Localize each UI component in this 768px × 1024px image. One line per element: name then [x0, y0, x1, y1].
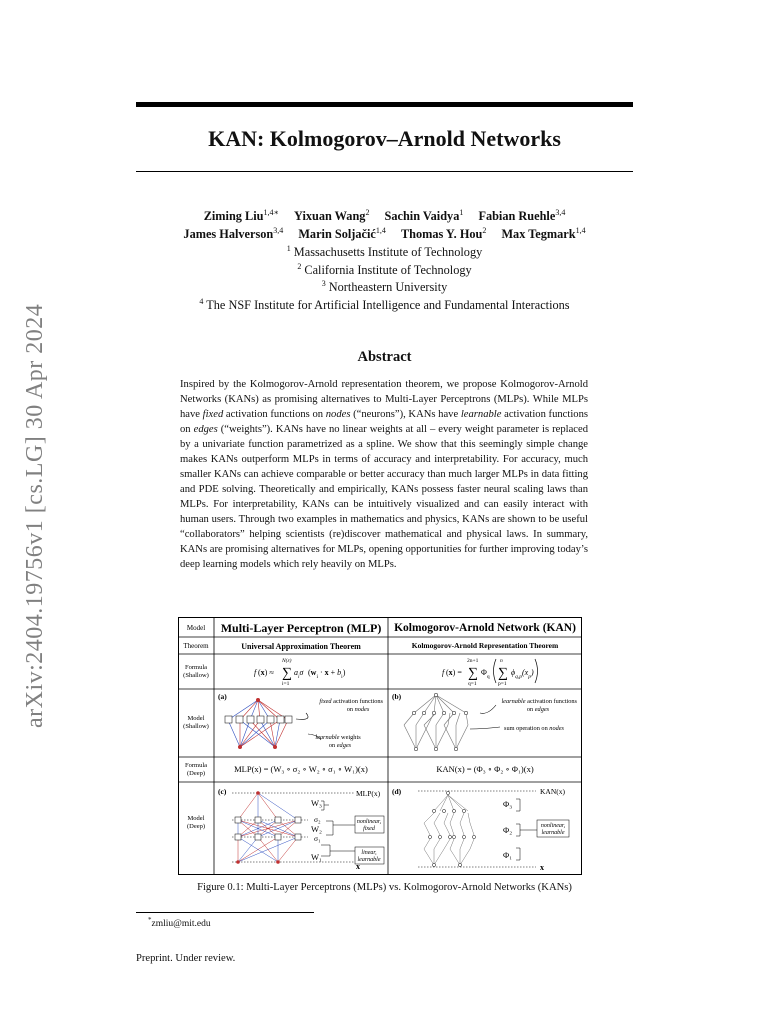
panel-c-label: (c)	[218, 787, 227, 796]
row-formula-shallow-label: Formula	[184, 664, 208, 671]
affiliation-text: The NSF Institute for Artificial Intelligence and Fundamental Interactions	[206, 298, 570, 313]
arxiv-stamp-text: arXiv:2404.19756v1 [cs.LG] 30 Apr 2024	[22, 303, 48, 728]
svg-text:aiσ: $a_i\sigma$	[294, 668, 304, 680]
footnote	[148, 916, 211, 929]
author-sup: 1,4∗	[263, 208, 279, 217]
affiliation	[136, 293, 633, 315]
kan-deep-diagram	[418, 791, 569, 867]
mlp-shallow-formula	[254, 657, 346, 687]
a-fixed-note-2: on nodes	[346, 706, 370, 713]
affiliation-text: Northeastern University	[328, 280, 448, 295]
svg-text:2n+1: 2n+1	[467, 658, 479, 664]
row-theorem-label: Theorem	[183, 642, 209, 650]
kan-header: Kolmogorov-Arnold Network (KAN)	[394, 622, 576, 634]
a-learnable-note-2: on edges	[328, 742, 352, 749]
d-nonlinear-label: nonlinear,	[540, 823, 566, 829]
footnote-mark: *	[148, 916, 152, 924]
figure-svg	[178, 617, 582, 875]
d-phi2-label: Φ₂	[503, 825, 513, 835]
author-name: Sachin Vaidya	[384, 209, 460, 224]
c-fixed-label: fixed	[363, 826, 375, 832]
svg-text:p=1: p=1	[498, 681, 507, 687]
preprint-note: Preprint. Under review.	[136, 953, 236, 964]
author-name: Fabian Ruehle	[478, 209, 556, 224]
c-w1-label: W₁	[311, 852, 322, 862]
author-sup: 1,4	[575, 226, 586, 235]
d-phi1-label: Φ₁	[503, 850, 513, 860]
svg-text:Φq: $\Phi_q$	[481, 668, 490, 680]
panel-d-label: (d)	[392, 787, 402, 796]
b-sum-note: sum operation on nodes	[504, 725, 564, 732]
author-name: James Halverson	[183, 227, 274, 242]
author-sup: 2	[365, 208, 370, 217]
author-sup: 3,4	[555, 208, 566, 217]
row-model-shallow-label-2: (Shallow)	[183, 723, 209, 730]
row-formula-deep-label: Formula	[184, 762, 208, 769]
affiliation-num: 1	[286, 244, 291, 253]
svg-text:i=1: i=1	[282, 681, 290, 687]
affiliation-num: 4	[199, 297, 204, 306]
mlp-theorem: Universal Approximation Theorem	[241, 642, 361, 651]
svg-text:∑: ∑	[498, 666, 508, 681]
svg-text:q=1: q=1	[468, 681, 477, 687]
author-sup: 1	[459, 208, 464, 217]
author-name: Marin Soljačić	[298, 227, 376, 242]
c-w2-label: W₂	[311, 824, 322, 834]
title-top-rule	[136, 102, 633, 107]
kan-theorem: Kolmogorov-Arnold Representation Theorem	[411, 641, 559, 650]
c-linear-label: linear,	[361, 850, 377, 856]
svg-text:N(ε): N(ε)	[282, 658, 292, 664]
d-input-label: x	[540, 863, 544, 872]
a-fixed-note: fixed activation functions	[319, 698, 383, 705]
footnote-rule	[136, 912, 314, 913]
panel-b-label: (b)	[392, 692, 402, 701]
d-learnable-label: learnable	[541, 830, 565, 836]
kan-shallow-formula	[442, 658, 538, 687]
svg-text:(wi · x + bi): $(w_i \cdot x + b_i)$	[308, 668, 346, 680]
figure-caption: Figure 0.1: Multi-Layer Perceptrons (MLPs) vs. Kolmogorov-Arnold Networks (KANs)	[197, 882, 572, 893]
panel-a-label: (a)	[218, 692, 227, 701]
author-sup: 1,4	[375, 226, 386, 235]
svg-text:(x) ≈: (x) ≈	[258, 668, 274, 677]
paper-title: KAN: Kolmogorov–Arnold Networks	[208, 126, 561, 151]
row-model-deep-label: Model	[187, 815, 205, 822]
svg-text:∑: ∑	[468, 666, 478, 681]
svg-text:n: n	[500, 658, 503, 664]
abstract-body: Inspired by the Kolmogorov-Arnold representation theorem, we propose Kolmogorov-Arnold Networks (KANs) as promising alternatives to Multi-Layer Perceptrons (MLPs). While MLPs have fixed activation functions on nodes (“neurons”), KANs have learnable activation functions on edges (“weights”). KANs have no linear weights at all – every weight parameter is replaced by a univariate function parametrized as a spline. We show that this seemingly simple change makes KANs outperform MLPs in terms of accuracy and interpretability. For accuracy, much smaller KANs can achieve comparable or better accuracy than much larger MLPs in data fitting and PDE solving. Theoretically and empirically, KANs possess faster neural scaling laws than MLPs. For interpretability, KANs can be intuitively visualized and can easily interact with human users. Through two examples in mathematics and physics, KANs are shown to be useful “collaborators” helping scientists (re)discover mathematical and physical laws. In summary, KANs are promising alternatives for MLPs, opening opportunities for further improving today’s deep learning models which rely heavily on MLPs.	[180, 379, 588, 570]
mlp-header: Multi-Layer Perceptron (MLP)	[220, 621, 382, 635]
row-model-deep-label-2: (Deep)	[186, 823, 206, 830]
svg-text:ϕq,p(xp): $\phi_{q,p}(x_p)$	[511, 668, 534, 680]
affiliation-text: Massachusetts Institute of Technology	[293, 245, 483, 260]
row-formula-shallow-label-2: (Shallow)	[183, 672, 209, 679]
author-sup: 3,4	[273, 226, 284, 235]
figure-mlp-vs-kan	[178, 617, 582, 875]
affiliation-num: 3	[321, 279, 326, 288]
author-sup: 2	[482, 226, 487, 235]
col-model-label: Model	[186, 624, 206, 632]
c-output-label: MLP(x)	[356, 789, 381, 798]
author-name: Ziming Liu	[203, 209, 264, 224]
affiliation-num: 2	[297, 262, 302, 271]
b-learnable-note: learnable activation functions	[501, 698, 577, 705]
abstract-heading: Abstract	[357, 349, 412, 365]
c-s2-label: σ₂	[314, 815, 321, 824]
footnote-email[interactable]: zmliu@mit.edu	[151, 919, 211, 930]
c-w3-label: W₃	[311, 798, 322, 808]
c-s1-label: σ₁	[314, 834, 321, 843]
svg-text:f: f	[254, 668, 257, 677]
affiliation-text: California Institute of Technology	[304, 263, 472, 278]
b-learnable-note-2: on edges	[526, 706, 550, 713]
mlp-shallow-diagram	[225, 698, 321, 749]
d-output-label: KAN(x)	[540, 787, 565, 796]
c-input-label: x	[356, 862, 360, 871]
a-learnable-note: learnable weights	[315, 734, 361, 741]
kan-shallow-diagram	[404, 695, 468, 749]
row-model-shallow-label: Model	[187, 715, 205, 722]
author-name: Max Tegmark	[501, 227, 576, 242]
author-name: Yixuan Wang	[294, 209, 366, 224]
svg-text:∑: ∑	[282, 666, 292, 681]
author-name: Thomas Y. Hou	[400, 227, 483, 242]
c-learnable-label: learnable	[357, 857, 381, 863]
mlp-deep-formula: MLP(x) = (W₃ ∘ σ₂ ∘ W₂ ∘ σ₁ ∘ W₁)(x)	[234, 764, 368, 774]
svg-text:(x) =: (x) =	[446, 668, 462, 677]
title-bottom-rule	[136, 171, 633, 172]
arxiv-stamp	[20, 270, 54, 730]
c-nonlinear-label: nonlinear,	[356, 819, 382, 825]
row-formula-deep-label-2: (Deep)	[186, 770, 206, 777]
kan-deep-formula: KAN(x) = (Φ₃ ∘ Φ₂ ∘ Φ₁)(x)	[436, 764, 534, 774]
d-phi3-label: Φ₃	[503, 799, 513, 809]
svg-text:f: f	[442, 668, 445, 677]
